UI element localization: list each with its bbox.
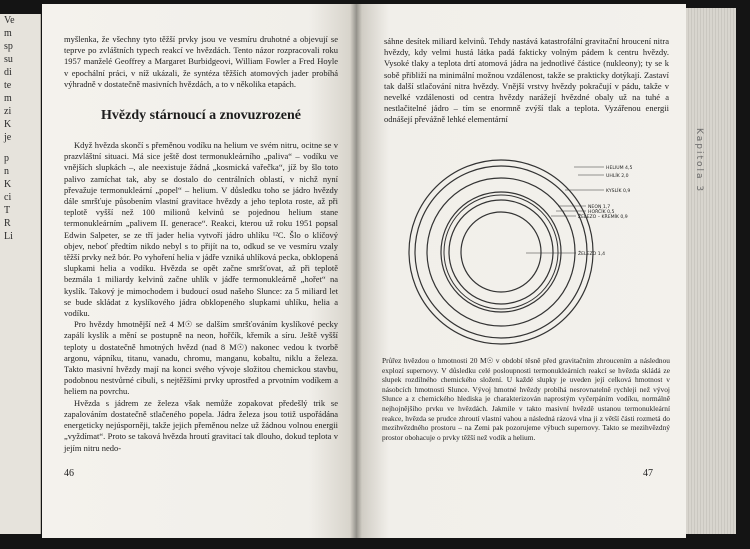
edge-line: Li (4, 231, 13, 242)
shell-silicon (449, 200, 553, 304)
edge-line: te (4, 80, 12, 91)
edge-line: m (4, 93, 12, 104)
paragraph: Pro hvězdy hmotnější než 4 M☉ se dalším smršťováním kyslíkové pecky zapálí kyslík a mění se postupně na neon, hořčík, křemík a síru. Ještě vyšší teploty u dostatečně hmotných hvězd (nad 8 M☉) nakonec vedou k tvorbě argonu, vápníku, titanu, vanadu, chromu, manganu, kobaltu, niklu a železa. Takto masivní hvězdy mají na konci svého vývoje složitou chemickou stavbu, podobnou nestvůrné cibuli, s nejtěžšími prvky uprostřed a prvotním vodíkem a heliem na povrchu. (64, 319, 338, 397)
paragraph: sáhne desítek miliard kelvinů. Tehdy nastává katastrofální gravitační hroucení nitra hvězdy, kdy velmi hustá látka padá fakticky volným pádem k centru hvězdy. Vysoké tlaky a teplota drtí atomová jádra na jednotlivé částice (nukleony); ty se k sobě přibliží na minimální možnou vzdálenost, takže se prakticky dotýkají. Zastaví tak další stlačování nitra hvězdy. Vnější vrstvy hvězdy pokračují v pádu, takže v nevelké vzdálenosti od centra hvězdy narážejí hvězdné obaly už na tuhé a nestlačitelné jádro – tím se enormně zvýší tlak a teplota. Vyzářenou energii odnášejí převážně lehké elementární (384, 36, 669, 125)
shell-neon (441, 192, 561, 312)
edge-line: di (4, 67, 12, 78)
page-number: 46 (64, 468, 74, 479)
page-block-edge (686, 8, 736, 534)
book-spine-shadow (350, 4, 362, 538)
previous-page-edge (0, 14, 41, 534)
left-page-text (64, 34, 338, 454)
edge-line: K (4, 179, 12, 190)
edge-line: K (4, 119, 12, 130)
label-iron-silicon: ŽELEZO – KŘEMÍK 0,9 (578, 215, 628, 220)
paragraph: Hvězda s jádrem ze železa však nemůže zopakovat předešlý trik se zapalováním dostatečně stlačeného popela. Jádra železa jsou totiž uspořádána energeticky nejúsporněji, takže jejich přeměnou nelze už žádnou volnou energii „vyždímat“. Proto se taková hvězda hroutí gravitací tak dlouho, dokud teplota v jejím nitru nedo- (64, 397, 338, 453)
label-oxygen: KYSLÍK 0,9 (606, 189, 631, 194)
paragraph: Když hvězda skončí s přeměnou vodíku na helium ve svém nitru, ocitne se v prazvláštní situaci. Má sice ještě dost termonukleárního „paliva“ – vodíku ve vnějších slupkách –, ale neexistuje žádná „kosmická vařečka“, jíž by šlo toto palivo zamíchat tak, aby se dostalo do centrálních oblastí, v nichž nyní převažuje termonukleární „popel“ – helium. V důsledku toho se jádro hvězdy dále smršťuje působením vlastní gravitace hvězdy a jeho teplota roste, až při teplotě vyšší než 100 milionů kelvinů se pojednou helium stane termonukleárním „palivem II. generace“. Reakci, kterou už roku 1951 popsal Edwin Salpeter, se ze tří jader helia vytvoří jádro uhlíku ¹²C. Šlo o klíčový objev, neboť předtím nikdo nebyl s to přijít na to, odkud se ve vesmíru vzaly těžší prvky než bór. Po vyhoření helia v jádře vzniká uhlíková pecka, obklopená slupkami helia a vodíku. Hvězda se opět začne smršťovat, až při teplotě bezmála 1 miliardy kelvinů začne uhlík v jádře termonukleárně „hořet“ na kyslík. Takový je mimochodem i budoucí osud našeho Slunce: za 5 miliard let se bude skládat z kyslíkového jádra obklopeného slupkami uhlíku, helia a vodíku. (64, 140, 338, 319)
caption-text: Průřez hvězdou o hmotnosti 20 M☉ v období těsně před gravitačním zhroucením a následnou explozí supernovy. V důsledku celé posloupnosti termonukleárních reakcí se hvězda skládá ze slupek rozdílného chemického složení. U každé slupky je uveden její celková hmotnost v násobcích hmotnosti Slunce. Vývoj hmotné hvězdy probíhá nesrovnatelně rychleji než vývoj Slunce a z chemického hlediska je charakterizován naprostým vyčerpáním vodíku, normálně nejhojnějšího prvku ve hvězdách. Jakmile v takto masivní hvězdě ustanou termonukleární reakce, hvězda se prudce zhroutí vlastní vahou a následná rázová vlna ji z větší části rozmetá do mezihvězdného prostoru – na Zemi pak pozorujeme výbuch supernovy. Takto se mezihvězdný prostor obohacuje o prvky těžší než vodík a helium. (382, 356, 670, 442)
figure-caption (382, 356, 670, 442)
edge-line: Ve (4, 15, 15, 26)
label-helium: HELIUM 4,5 (606, 166, 633, 171)
edge-line: p (4, 153, 9, 164)
shell-helium (409, 160, 593, 344)
edge-line: T (4, 205, 11, 216)
right-page-text (384, 36, 669, 126)
core-iron (461, 212, 541, 292)
star-cross-section-diagram (406, 152, 646, 347)
label-iron-core: ŽELEZO 1,4 (578, 252, 606, 257)
edge-line: zi (4, 106, 12, 117)
edge-line: m (4, 28, 12, 39)
label-neon: NEON 1,7 (588, 205, 611, 210)
edge-line: ci (4, 192, 12, 203)
page-number: 47 (643, 468, 653, 479)
right-page (356, 4, 686, 538)
label-carbon: UHLÍK 2,0 (606, 174, 629, 179)
section-heading: Hvězdy stárnoucí a znovuzrozené (101, 108, 301, 124)
left-page (42, 4, 356, 538)
fore-edge-text: Kapitola 3 (694, 128, 704, 194)
edge-line: su (4, 54, 13, 65)
intro-paragraph: myšlenka, že všechny tyto těžší prvky jsou ve vesmíru druhotné a objevují se teprve po zvláštních typech reakcí ve hvězdách. Tento názor rozpracovali roku 1957 manželé Geoffrey a Margaret Burbidgeovi, William Fowler a Fred Hoyle v epochální práci, v níž ukázali, že syntéza těžších atomových jader probíhá výhradně v dostatečně masivních hvězdách, a to v několika etapách. (64, 34, 338, 89)
edge-line: sp (4, 41, 13, 52)
edge-line: je (4, 132, 12, 143)
edge-line: n (4, 166, 9, 177)
edge-line: R (4, 218, 11, 229)
label-magnesium: HOŘČÍK 0,5 (588, 210, 615, 215)
